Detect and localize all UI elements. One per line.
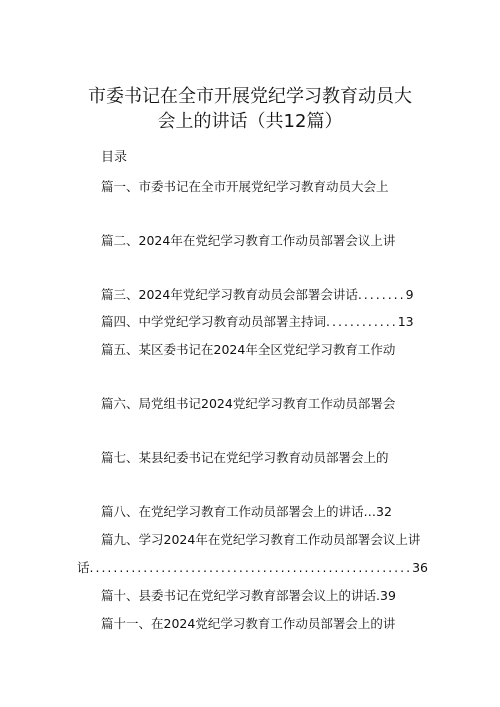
toc-entry[interactable]	[101, 179, 389, 195]
toc-entry-prefix: 篇十、	[101, 588, 139, 603]
toc-entry[interactable]	[101, 532, 420, 548]
toc-entry[interactable]	[101, 287, 414, 303]
toc-entry-prefix: 篇十一、	[101, 616, 152, 631]
toc-entry-continuation[interactable]	[77, 560, 428, 576]
toc-entry-text: 2024年在党纪学习教育工作动员部署会议上讲	[138, 233, 396, 248]
toc-entry-text: 话	[77, 560, 90, 575]
toc-entry[interactable]	[101, 233, 395, 249]
toc-entry[interactable]	[101, 342, 395, 358]
toc-entry-text: 在2024党纪学习教育工作动员部署会上的讲	[151, 616, 396, 631]
toc-entry-page: 13	[397, 314, 414, 329]
toc-entry-prefix: 篇四、	[101, 314, 139, 329]
toc-entry-prefix: 篇三、	[101, 287, 139, 302]
toc-entry-page: 32	[376, 504, 392, 519]
toc-entry-page: 36	[412, 560, 428, 575]
toc-entry[interactable]	[101, 396, 395, 412]
toc-entry-text: 中学党纪学习教育动员部署主持词	[138, 314, 327, 329]
toc-entry-text: 局党组书记2024党纪学习教育工作动员部署会	[138, 396, 396, 411]
toc-entry-text: 某区委书记在2024年全区党纪学习教育工作动	[138, 342, 396, 357]
toc-entry-prefix: 篇二、	[101, 233, 139, 248]
toc-entry[interactable]	[101, 588, 396, 604]
toc-entry-leader: ............	[326, 314, 398, 329]
toc-entry-leader: ........	[357, 287, 406, 302]
toc-entry[interactable]	[101, 314, 414, 330]
toc-entry-page: 9	[405, 287, 414, 302]
toc-entry[interactable]	[101, 504, 392, 520]
toc-entry-prefix: 篇六、	[101, 396, 139, 411]
toc-entry-text: 2024年党纪学习教育动员会部署会讲话	[138, 287, 358, 302]
document-title-line-1: 市委书记在全市开展党纪学习教育动员大	[88, 86, 412, 107]
toc-entry[interactable]	[101, 616, 395, 632]
toc-entry-prefix: 篇八、	[101, 504, 139, 519]
toc-entry-prefix: 篇七、	[101, 450, 139, 465]
toc-entry-prefix: 篇九、	[101, 532, 139, 547]
toc-entry-text: 县委书记在党纪学习教育部署会议上的讲话.	[138, 588, 380, 603]
toc-entry-prefix: 篇一、	[101, 179, 139, 194]
document-title-line-2: 会上的讲话（共12篇）	[157, 111, 343, 132]
toc-entry-leader: ......................................................	[89, 560, 413, 575]
toc-entry-text: 某县纪委书记在党纪学习教育动员部署会上的	[138, 450, 389, 465]
toc-entry-text: 学习2024年在党纪学习教育工作动员部署会议上讲	[138, 532, 421, 547]
toc-entry-page: 39	[380, 588, 396, 603]
toc-entry[interactable]	[101, 450, 389, 466]
toc-entry-text: 市委书记在全市开展党纪学习教育动员大会上	[138, 179, 389, 194]
toc-entry-prefix: 篇五、	[101, 342, 139, 357]
toc-heading: 目录	[101, 150, 128, 165]
toc-entry-text: 在党纪学习教育工作动员部署会上的讲话…	[138, 504, 377, 519]
